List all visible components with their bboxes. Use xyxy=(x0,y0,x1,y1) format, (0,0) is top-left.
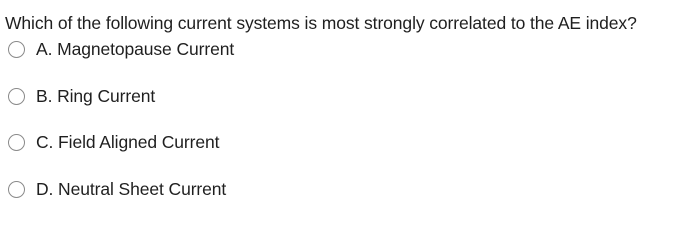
option-a[interactable] xyxy=(8,37,234,61)
option-c-label[interactable]: C. Field Aligned Current xyxy=(36,132,220,152)
option-c-radio[interactable] xyxy=(8,134,25,151)
option-d-label[interactable]: D. Neutral Sheet Current xyxy=(36,179,227,199)
option-d-radio[interactable] xyxy=(8,181,25,198)
option-c[interactable] xyxy=(8,130,219,154)
option-b-label[interactable]: B. Ring Current xyxy=(36,86,156,106)
option-d[interactable] xyxy=(8,177,226,201)
option-a-radio[interactable] xyxy=(8,41,25,58)
question-text: Which of the following current systems is most strongly correlated to the AE index? xyxy=(5,13,637,33)
option-a-label[interactable]: A. Magnetopause Current xyxy=(36,39,235,59)
option-b-radio[interactable] xyxy=(8,88,25,105)
option-b[interactable] xyxy=(8,84,155,108)
